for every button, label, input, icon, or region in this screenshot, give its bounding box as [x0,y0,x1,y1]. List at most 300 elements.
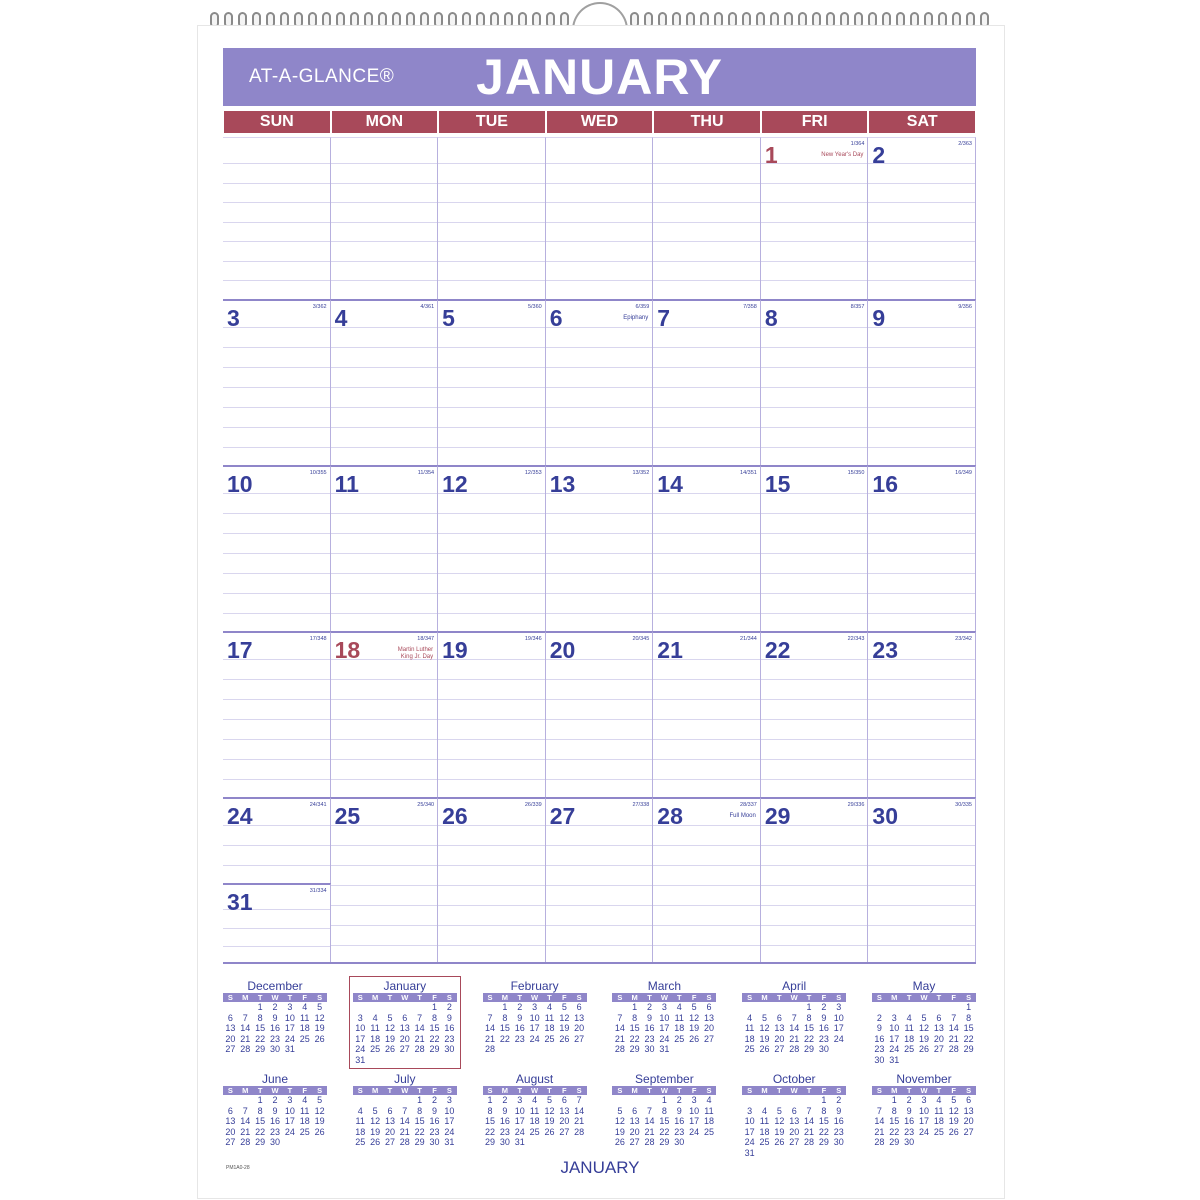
mini-month-name: August [515,1072,554,1086]
mini-day: 2 [272,1002,278,1012]
day-cell [761,137,869,299]
mini-day: 15 [804,1023,815,1033]
mini-day: 28 [240,1044,251,1054]
writing-line [438,347,545,348]
mini-day: 5 [951,1095,957,1105]
day-number: 22 [764,637,791,663]
mini-day: 29 [255,1137,266,1147]
mini-day: 8 [632,1012,638,1023]
mini-calendar-february [483,980,587,1055]
day-of-year: 10/355 [309,470,327,476]
mini-day: 20 [559,1116,570,1126]
mini-day: 12 [614,1116,625,1126]
mini-day [238,1002,253,1013]
writing-line [653,865,760,866]
mini-weekday-letter: S [836,993,842,1002]
mini-day: 3 [357,1012,363,1023]
mini-day [772,1095,787,1106]
mini-day: 31 [659,1044,670,1054]
mini-day: 24 [744,1137,755,1147]
writing-line [546,925,653,926]
mini-week-row [872,1023,976,1034]
mini-day [483,1002,498,1013]
mini-weekday-letter: T [287,1086,293,1095]
mini-day: 26 [314,1126,325,1137]
mini-day: 20 [963,1116,974,1126]
mini-day: 18 [674,1023,685,1033]
mini-day: 18 [544,1023,555,1033]
day-of-year: 29/336 [847,802,865,808]
mini-day [527,1044,542,1055]
mini-day: 30 [818,1044,829,1054]
mini-day: 12 [314,1012,325,1023]
writing-line [761,347,868,348]
mini-month-name: February [510,979,559,993]
mini-day: 25 [759,1137,770,1147]
mini-day: 23 [818,1033,829,1044]
mini-day: 1 [432,1002,438,1012]
writing-line [868,533,975,534]
mini-weekday-letter: T [676,1086,682,1095]
mini-weekday-letter: F [562,993,567,1002]
mini-day: 19 [559,1023,570,1033]
mini-week-row [872,1127,976,1138]
mini-week-row [483,1034,587,1045]
mini-weekday-letter: W [401,993,409,1002]
mini-day: 16 [674,1116,685,1126]
writing-line [761,699,868,700]
mini-week-row [483,1127,587,1138]
mini-week-row [353,1023,457,1034]
weekday-fri: FRI [762,111,868,133]
mini-day: 15 [499,1023,510,1033]
writing-line [546,945,653,946]
mini-day [223,1095,238,1106]
writing-line [761,739,868,740]
mini-day: 18 [355,1126,366,1137]
mini-day: 20 [225,1126,236,1137]
mini-day: 3 [446,1095,452,1105]
mini-weekday-letter: W [271,1086,279,1095]
writing-line [331,699,438,700]
writing-line [761,241,868,242]
mini-day: 10 [833,1012,844,1023]
mini-day: 19 [759,1033,770,1044]
mini-day: 4 [706,1095,712,1105]
mini-week-row [353,1002,457,1013]
mini-day [742,1002,757,1013]
mini-weekday-letter: S [317,1086,323,1095]
mini-day: 25 [544,1033,555,1044]
mini-day: 13 [789,1116,800,1126]
mini-month-name: July [394,1072,416,1086]
mini-day: 1 [487,1095,493,1105]
writing-line [868,699,975,700]
mini-day: 22 [485,1126,496,1137]
day-number: 9 [872,305,886,331]
mini-day: 28 [414,1044,425,1054]
mini-day: 5 [317,1095,323,1105]
mini-weekday-letter: T [777,993,782,1002]
writing-line [223,928,330,929]
mini-day [512,1044,527,1055]
mini-weekday-letter: S [227,1086,233,1095]
mini-day: 12 [759,1023,770,1033]
mini-day: 2 [906,1095,912,1105]
mini-day [297,1137,312,1148]
day-of-year: 26/339 [524,802,542,808]
writing-line [223,533,330,534]
mini-day: 15 [889,1116,900,1126]
day-number: 24 [227,803,253,829]
mini-week-row [483,1013,587,1024]
writing-line [223,387,330,388]
mini-day: 23 [429,1126,440,1137]
mini-day [757,1002,772,1013]
mini-day: 16 [833,1116,844,1126]
mini-day: 6 [576,1002,582,1012]
mini-day: 13 [225,1023,236,1033]
writing-line [761,719,868,720]
mini-weekday-header [483,1086,587,1095]
mini-week-row [612,1002,716,1013]
mini-day: 5 [387,1012,393,1023]
mini-day: 16 [270,1023,281,1033]
mini-day: 10 [889,1023,900,1033]
mini-day: 25 [703,1126,714,1137]
writing-line [653,945,760,946]
writing-line [653,719,760,720]
day-of-year: 24/341 [309,802,327,808]
mini-weekday-letter: M [761,993,768,1002]
day-of-year: 21/344 [740,636,757,642]
mini-day: 15 [255,1116,266,1126]
mini-day: 19 [314,1023,325,1033]
writing-line [331,241,438,242]
mini-day: 6 [227,1105,233,1116]
mini-day: 29 [963,1044,974,1054]
writing-line [653,280,760,281]
writing-line [868,407,975,408]
mini-day: 20 [703,1023,714,1033]
mini-day: 28 [399,1137,410,1147]
writing-line [223,679,330,680]
mini-day [802,1095,817,1106]
day-cell [331,299,439,465]
mini-day: 30 [904,1137,915,1147]
mini-day [787,1148,802,1159]
mini-weekday-letter: M [242,1086,249,1095]
mini-week-row [223,1013,327,1024]
mini-day: 12 [948,1105,959,1116]
day-cell [868,797,976,963]
mini-day: 13 [574,1012,585,1023]
mini-day: 22 [889,1126,900,1137]
mini-day [297,1044,312,1055]
mini-day: 13 [703,1012,714,1023]
mini-day: 29 [889,1137,900,1147]
mini-day [961,1137,976,1148]
mini-day: 11 [704,1105,714,1116]
mini-day: 10 [444,1105,455,1116]
writing-line [331,679,438,680]
mini-day [961,1055,976,1066]
writing-line [653,222,760,223]
mini-week-row [612,1116,716,1127]
mini-day: 28 [240,1137,251,1147]
mini-day: 3 [691,1095,697,1105]
mini-day: 23 [644,1033,655,1044]
mini-day: 30 [499,1137,510,1147]
mini-day: 17 [889,1033,900,1044]
mini-day: 13 [933,1023,944,1033]
day-number: 12 [442,471,468,497]
writing-line [223,553,330,554]
mini-day: 7 [242,1012,248,1023]
writing-line [868,241,975,242]
mini-day: 25 [299,1126,310,1137]
mini-week-row [742,1044,846,1055]
mini-day: 1 [502,1002,508,1012]
mini-day: 21 [789,1033,800,1044]
mini-day: 24 [689,1126,700,1137]
mini-day: 26 [614,1137,625,1147]
mini-day [368,1095,383,1106]
mini-day: 16 [644,1023,655,1033]
writing-line [868,759,975,760]
mini-day: 8 [661,1105,667,1116]
mini-day: 19 [948,1116,959,1126]
writing-line [438,593,545,594]
writing-line [438,573,545,574]
mini-day: 6 [387,1105,393,1116]
mini-day: 19 [689,1023,700,1033]
mini-weekday-letter: F [432,1086,437,1095]
mini-day: 27 [574,1033,585,1044]
mini-week-row [742,1137,846,1148]
mini-day: 24 [284,1033,295,1044]
writing-line [868,367,975,368]
mini-week-row [353,1055,457,1066]
writing-line [761,613,868,614]
mini-day: 4 [302,1002,308,1012]
day-of-year: 16/349 [955,470,972,476]
mini-day: 20 [574,1023,585,1033]
mini-day [772,1148,787,1159]
mini-day: 17 [659,1023,670,1033]
writing-line [223,407,330,408]
day-number: 7 [657,305,671,331]
mini-week-row [612,1137,716,1148]
mini-day: 24 [514,1126,525,1137]
mini-day: 21 [485,1033,496,1044]
mini-day: 13 [559,1105,570,1116]
mini-day: 25 [933,1126,944,1137]
day-cell [653,299,761,465]
mini-day: 8 [966,1012,972,1023]
mini-day: 26 [774,1137,785,1147]
writing-line [546,447,653,448]
mini-day: 10 [744,1116,755,1126]
mini-day: 3 [517,1095,523,1105]
mini-calendar-august [483,1073,587,1148]
mini-day: 20 [774,1033,785,1044]
mini-day: 5 [921,1012,927,1023]
mini-day: 5 [372,1105,378,1116]
writing-line [868,261,975,262]
mini-weekday-letter: T [257,993,263,1002]
mini-day: 4 [357,1105,363,1116]
writing-line [438,183,545,184]
mini-calendar-july [353,1073,457,1148]
mini-week-row [742,1148,846,1159]
mini-week-row [483,1044,587,1055]
mini-day: 19 [384,1033,395,1044]
day-number: 11 [334,471,359,497]
writing-line [761,553,868,554]
mini-day: 24 [833,1033,844,1044]
writing-line [546,613,653,614]
mini-day: 23 [674,1126,685,1137]
mini-day: 28 [874,1137,885,1147]
mini-week-row [353,1137,457,1148]
mini-day: 27 [963,1126,974,1137]
mini-weekday-letter: T [676,993,682,1002]
mini-weekday-letter: S [317,993,323,1002]
day-of-year: 7/358 [743,304,757,310]
writing-line [438,447,545,448]
writing-line [331,553,438,554]
mini-day: 3 [287,1002,293,1012]
mini-weekday-letter: M [501,993,508,1002]
mini-day: 11 [544,1012,555,1023]
writing-line [223,222,330,223]
mini-week-row [742,1116,846,1127]
mini-day [757,1148,772,1159]
mini-day: 1 [661,1095,667,1105]
mini-day: 31 [444,1137,455,1147]
mini-day: 4 [676,1002,682,1012]
writing-line [761,573,868,574]
day-cell [868,137,976,299]
mini-day: 22 [629,1033,640,1044]
day-of-year: 9/356 [958,304,972,310]
mini-day [397,1095,412,1106]
mini-day: 9 [906,1105,912,1116]
mini-day: 1 [821,1095,827,1105]
mini-day: 12 [370,1116,381,1126]
mini-day: 24 [529,1033,540,1044]
mini-day [946,1002,961,1013]
writing-line [868,513,975,514]
writing-line [331,513,438,514]
mini-day: 29 [485,1137,496,1147]
writing-line [761,679,868,680]
mini-week-row [223,1044,327,1055]
writing-line [761,513,868,514]
mini-day: 20 [384,1126,395,1137]
mini-calendar-may [872,980,976,1065]
mini-day: 6 [632,1105,638,1116]
mini-day: 30 [429,1137,440,1147]
mini-day: 17 [744,1126,755,1137]
mini-day: 7 [647,1105,653,1116]
mini-day: 27 [774,1044,785,1054]
writing-line [438,845,545,846]
writing-line [223,241,330,242]
mini-day: 4 [372,1012,378,1023]
mini-day: 30 [644,1044,655,1054]
writing-line [761,407,868,408]
mini-day [572,1137,587,1148]
mini-day: 13 [963,1105,974,1116]
writing-line [761,367,868,368]
writing-line [438,407,545,408]
writing-line [331,865,438,866]
mini-day: 21 [804,1126,815,1137]
mini-day: 12 [919,1023,930,1033]
day-number: 23 [872,637,899,663]
mini-day: 10 [514,1105,525,1116]
writing-line [761,261,868,262]
mini-day: 27 [225,1137,236,1147]
day-number: 10 [227,471,253,497]
day-number: 5 [442,305,455,331]
mini-day: 6 [776,1012,782,1023]
mini-day: 2 [647,1002,653,1012]
writing-line [331,202,438,203]
writing-line [438,719,545,720]
mini-day [757,1095,772,1106]
weekday-wed: WED [547,111,653,133]
mini-day: 18 [744,1033,755,1044]
day-cell [438,299,546,465]
mini-day [627,1095,642,1106]
mini-day: 17 [833,1023,844,1033]
mini-weekday-letter: W [660,993,668,1002]
mini-day: 1 [966,1002,972,1012]
day-cell [331,631,439,797]
writing-line [653,407,760,408]
writing-line [331,845,438,846]
mini-day: 26 [689,1033,700,1044]
writing-line [868,779,975,780]
day-cell [653,631,761,797]
mini-week-row [742,1002,846,1013]
mini-week-row [742,1095,846,1106]
mini-day [557,1137,572,1148]
mini-week-row [872,1002,976,1013]
day-note: New Year's Day [821,152,864,158]
writing-line [761,202,868,203]
day-of-year: 19/346 [524,636,542,642]
mini-day: 14 [399,1116,410,1126]
mini-day: 10 [529,1012,540,1023]
writing-line [546,719,653,720]
writing-line [438,202,545,203]
mini-weekday-header [223,1086,327,1095]
mini-day [383,1002,398,1013]
mini-weekday-letter: W [401,1086,409,1095]
writing-line [653,779,760,780]
mini-day: 25 [674,1033,685,1044]
mini-day: 8 [891,1105,897,1116]
mini-day: 14 [804,1116,815,1126]
mini-day: 10 [284,1105,295,1116]
mini-week-row [223,1023,327,1034]
mini-weekday-letter: S [227,993,233,1002]
day-note: Full Moon [729,813,756,819]
